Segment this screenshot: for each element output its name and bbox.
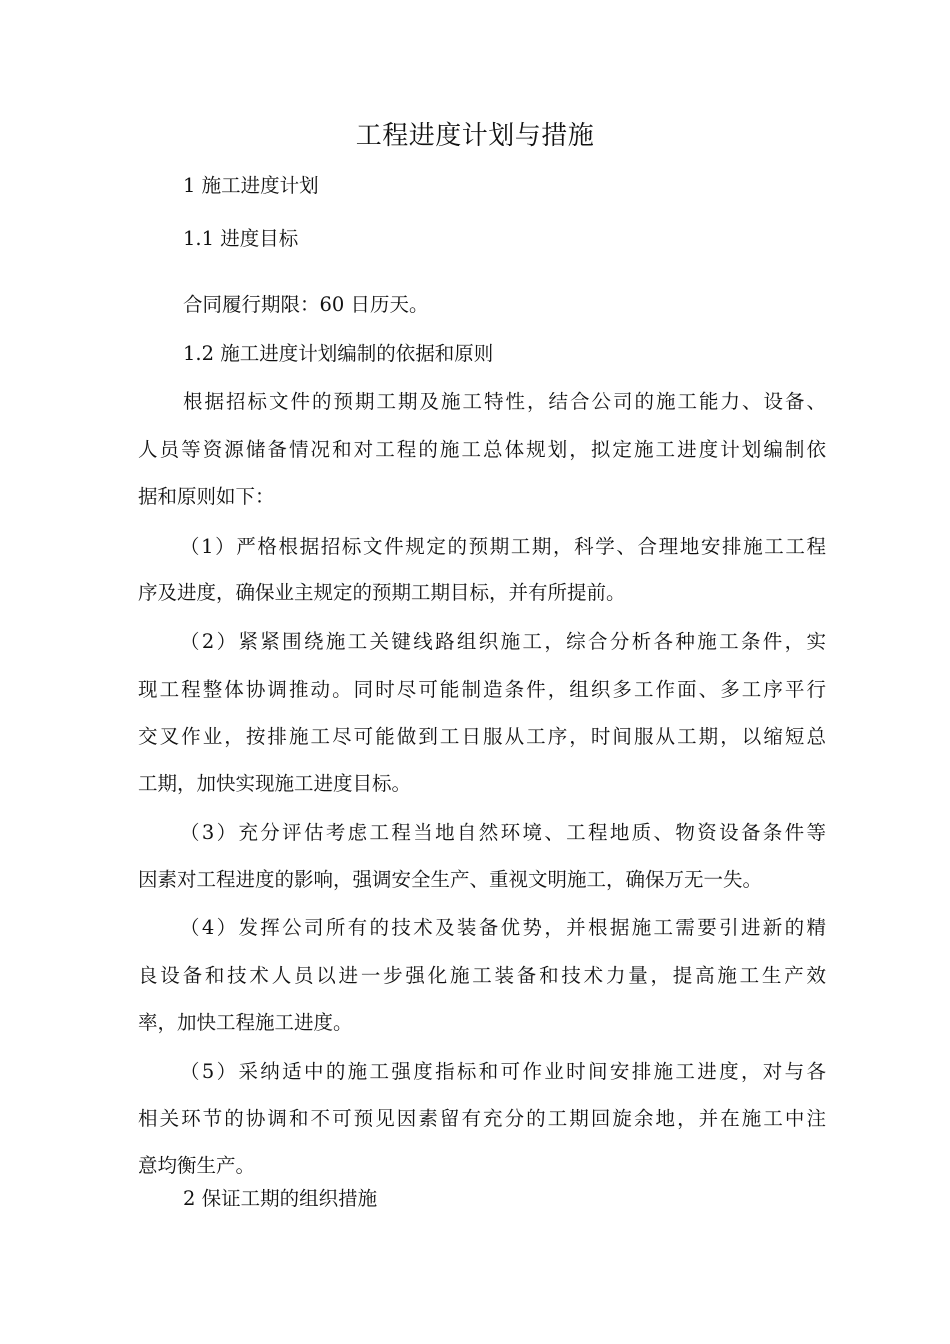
item-5-line: （5）采纳适中的施工强度指标和可作业时间安排施工进度，对与各 <box>180 1060 826 1083</box>
heading-section-1-1: 1.1 进度目标 <box>183 227 299 250</box>
item-3-line: 因素对工程进度的影响，强调安全生产、重视文明施工，确保万无一失。 <box>138 868 763 891</box>
item-5-line: 相关环节的协调和不可预见因素留有充分的工期回旋余地，并在施工中注 <box>138 1107 826 1130</box>
heading-section-1-2: 1.2 施工进度计划编制的依据和原则 <box>183 342 494 365</box>
heading-section-2: 2 保证工期的组织措施 <box>183 1187 378 1210</box>
intro-line: 根据招标文件的预期工期及施工特性，结合公司的施工能力、设备、 <box>183 390 826 413</box>
document-title: 工程进度计划与措施 <box>355 121 595 151</box>
intro-line: 据和原则如下： <box>138 485 275 508</box>
item-5-line: 意均衡生产。 <box>138 1154 256 1177</box>
heading-section-1: 1 施工进度计划 <box>183 174 319 197</box>
item-2-line: 现工程整体协调推动。同时尽可能制造条件，组织多工作面、多工序平行 <box>138 678 826 701</box>
item-4-line: 率，加快工程施工进度。 <box>138 1011 353 1034</box>
item-2-line: （2）紧紧围绕施工关键线路组织施工，综合分析各种施工条件，实 <box>180 630 826 653</box>
item-4-line: （4）发挥公司所有的技术及装备优势，并根据施工需要引进新的精 <box>180 916 826 939</box>
item-4-line: 良设备和技术人员以进一步强化施工装备和技术力量，提高施工生产效 <box>138 964 826 987</box>
contract-period-text: 合同履行期限：60 日历天。 <box>183 293 429 316</box>
item-2-line: 交叉作业，按排施工尽可能做到工日服从工序，时间服从工期，以缩短总 <box>138 725 826 748</box>
item-3-line: （3）充分评估考虑工程当地自然环境、工程地质、物资设备条件等 <box>180 821 826 844</box>
item-1-line: （1）严格根据招标文件规定的预期工期，科学、合理地安排施工工程 <box>180 535 826 558</box>
intro-line: 人员等资源储备情况和对工程的施工总体规划，拟定施工进度计划编制依 <box>138 438 826 461</box>
item-2-line: 工期，加快实现施工进度目标。 <box>138 772 412 795</box>
item-1-line: 序及进度，确保业主规定的预期工期目标，并有所提前。 <box>138 581 626 604</box>
